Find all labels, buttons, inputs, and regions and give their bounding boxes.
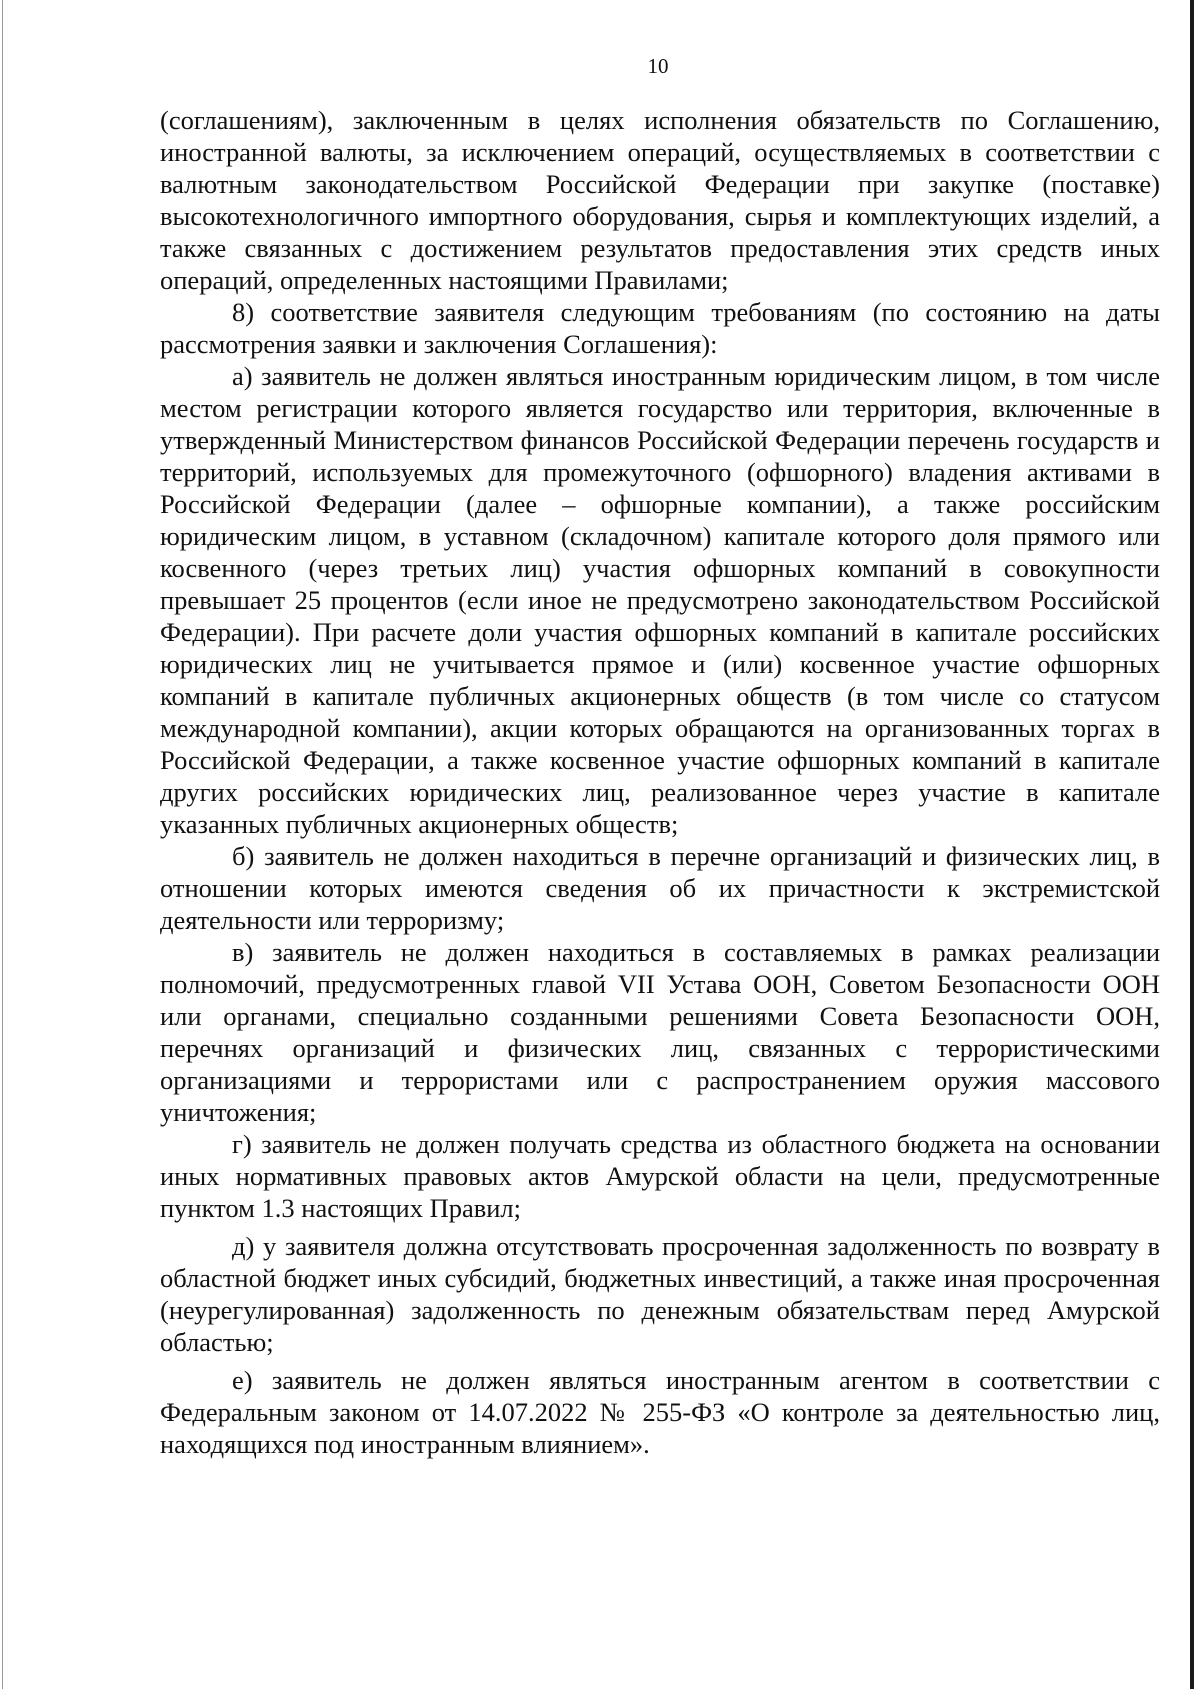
paragraph-subitem-e: е) заявитель не должен являться иностранным агентом в соответствии с Федеральным законом от 14.07.2022 № 255-ФЗ «О контроле за деятельностью лиц, находящихся под иностранным влиянием».	[160, 1365, 1160, 1459]
document-body	[160, 104, 1160, 1460]
paragraph-continuation: (соглашениям), заключенным в целях исполнения обязательств по Соглашению, иностранной валюты, за исключением операций, осуществляемых в соответствии с валютным законодательством Российской Федерации при закупке (поставке) высокотехнологичного импортного оборудования, сырья и комплектующих изделий, а также связанных с достижением результатов предоставления этих средств иных операций, определенных настоящими Правилами;	[160, 105, 1160, 295]
scan-edge-left	[2, 0, 3, 1689]
paragraph-subitem-v: в) заявитель не должен находиться в составляемых в рамках реализации полномочий, предусмотренных главой VII Устава ООН, Советом Безопасности ООН или органами, специально созданными решениями Совета Безопасности ООН, перечнях организаций и физических лиц, связанных с террористическими организациями и террористами или с распространением оружия массового уничтожения;	[160, 937, 1160, 1127]
scan-edge-right	[1190, 0, 1194, 1689]
page-number: 10	[647, 54, 669, 78]
paragraph-subitem-a: а) заявитель не должен являться иностранным юридическим лицом, в том числе местом регистрации которого является государство или территория, включенные в утвержденный Министерством финансов Российской Федерации перечень государств и территорий, используемых для промежуточного (офшорного) владения активами в Российской Федерации (далее – офшорные компании), а также российским юридическим лицом, в уставном (складочном) капитале которого доля прямого или косвенного (через третьих лиц) участия офшорных компаний в совокупности превышает 25 процентов (если иное не предусмотрено законодательством Российской Федерации). При расчете доли участия офшорных компаний в капитале российских юридических лиц не учитывается прямое и (или) косвенное участие офшорных компаний в капитале публичных акционерных обществ (в том числе со статусом международной компании), акции которых обращаются на организованных торгах в Российской Федерации, а также косвенное участие офшорных компаний в капитале других российских юридических лиц, реализованное через участие в капитале указанных публичных акционерных обществ;	[160, 361, 1160, 839]
paragraph-subitem-g: г) заявитель не должен получать средства из областного бюджета на основании иных нормативных правовых актов Амурской области на цели, предусмотренные пунктом 1.3 настоящих Правил;	[160, 1129, 1160, 1223]
paragraph-item-8: 8) соответствие заявителя следующим требованиям (по состоянию на даты рассмотрения заявки и заключения Соглашения):	[160, 297, 1160, 359]
paragraph-subitem-b: б) заявитель не должен находиться в перечне организаций и физических лиц, в отношении которых имеются сведения об их причастности к экстремистской деятельности или терроризму;	[160, 841, 1160, 935]
paragraph-subitem-d: д) у заявителя должна отсутствовать просроченная задолженность по возврату в областной бюджет иных субсидий, бюджетных инвестиций, а также иная просроченная (неурегулированная) задолженность по денежным обязательствам перед Амурской областью;	[160, 1231, 1160, 1357]
